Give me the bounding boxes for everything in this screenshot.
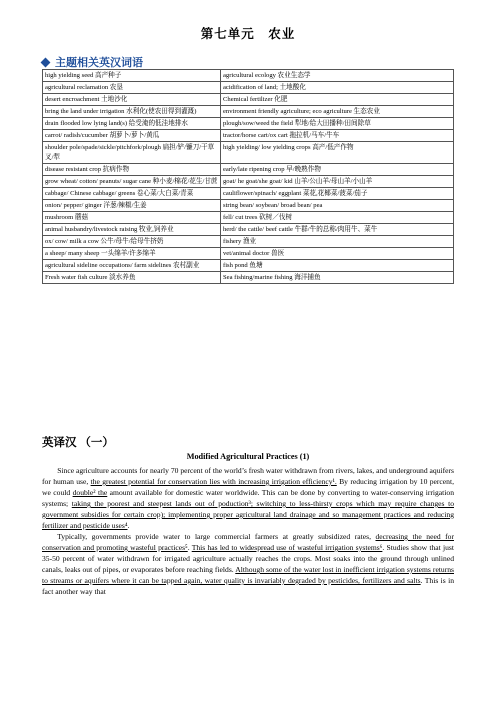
vocab-cell-left: grow wheat/ cotton/ peanuts/ sugar cane 种小麦/棉花/花生/甘蔗	[43, 176, 221, 188]
vocab-cell-left: animal husbandry/livestock raising 牧业,饲养业	[43, 224, 221, 236]
vocab-cell-left: bring the land under irrigation 水利化(使农田得到灌溉)	[43, 106, 221, 118]
vocabulary-table	[42, 69, 454, 284]
vocab-cell-left: agricultural sideline occupations/ farm sidelines 农村副业	[43, 260, 221, 272]
table-row	[43, 248, 454, 260]
vocab-cell-right: Chemical fertilizer 化肥	[221, 94, 454, 106]
table-row	[43, 260, 454, 272]
table-row	[43, 224, 454, 236]
vocab-cell-left: high yielding seed 高产种子	[43, 70, 221, 82]
vocab-cell-left: Fresh water fish culture 淡水养鱼	[43, 272, 221, 284]
vocab-cell-right: goat/ he goat/she goat/ kid 山羊/公山羊/母山羊/小山羊	[221, 176, 454, 188]
diamond-bullet-icon	[41, 57, 51, 67]
table-row	[43, 188, 454, 200]
table-row	[43, 212, 454, 224]
table-row	[43, 176, 454, 188]
vocab-cell-left: ox/ cow/ milk a cow 公牛/母牛/给母牛挤奶	[43, 236, 221, 248]
essay-text: .	[187, 543, 192, 552]
essay-title: Modified Agricultural Practices (1)	[186, 452, 310, 461]
vocab-cell-right: fishery 渔业	[221, 236, 454, 248]
table-row	[43, 118, 454, 130]
essay-paragraph-1	[42, 465, 454, 531]
table-row	[43, 236, 454, 248]
vocab-cell-right: fell/ cut trees 砍树／伐树	[221, 212, 454, 224]
table-row	[43, 142, 454, 164]
vocab-cell-right: fish pond 鱼塘	[221, 260, 454, 272]
table-row	[43, 70, 454, 82]
essay-paragraph-2	[42, 531, 454, 597]
table-row	[43, 94, 454, 106]
essay-text: Since agriculture accounts for nearly 70 percent of the world’s fresh water withdrawn from rivers, lakes, and underground aquifers for human use,	[42, 466, 454, 486]
vocab-cell-left: mushroom 蘑菇	[43, 212, 221, 224]
essay-text: . Studies show that just 35-50 percent of water withdrawn for irrigated agriculture actually reaches the crops. Most soaks into the ground through unlined canals, leaks out of pipes, or evaporates before reaching fields.	[42, 543, 454, 574]
vocab-cell-left: onion/ pepper/ ginger 洋葱/辣椒/生姜	[43, 200, 221, 212]
translation-heading: 英译汉 （一）	[42, 437, 114, 449]
essay-text: Typically, governments provide water to large commercial farmers at greatly subsidized rates,	[57, 532, 376, 541]
vocab-cell-right: string bean/ soybean/ broad bean/ pea	[221, 200, 454, 212]
vocab-cell-left: drain flooded low lying land(s) 给受淹的低洼地排水	[43, 118, 221, 130]
vocab-cell-left: agricultural reclamation 农垦	[43, 82, 221, 94]
essay-text: . This is in fact another way that	[42, 576, 454, 596]
table-row	[43, 164, 454, 176]
table-row	[43, 200, 454, 212]
underlined-sentence: This has led to widespread use of wasteful irrigation systems⁶	[191, 543, 383, 552]
section-heading	[42, 54, 143, 70]
underlined-sentence: decreasing the need for conservation and promoting wasteful practices⁵	[42, 532, 454, 552]
section-heading-label: 主题相关英汉词语	[55, 57, 143, 69]
vocab-cell-right: plough/sow/weed the field 犁地/给大田播种/田间除草	[221, 118, 454, 130]
vocab-cell-right: high yielding/ low yielding crops 高产/低产作物	[221, 142, 454, 164]
table-row	[43, 272, 454, 284]
underlined-sentence: double² the	[72, 488, 108, 497]
vocab-cell-right: tractor/horse cart/ox cart 拖拉机/马车/牛车	[221, 130, 454, 142]
essay-body	[42, 465, 454, 597]
underlined-sentence: the greatest potential for conservation lies with increasing irrigation efficiency¹.	[90, 477, 337, 486]
essay-text: .	[127, 521, 130, 530]
vocab-cell-right: vet/animal doctor 兽医	[221, 248, 454, 260]
vocab-cell-left: a sheep/ many sheep 一头绵羊/许多绵羊	[43, 248, 221, 260]
vocab-cell-right: acidification of land; 土地酸化	[221, 82, 454, 94]
essay-text: By reducing irrigation by 10 percent, we could	[42, 477, 454, 497]
table-row	[43, 106, 454, 118]
vocab-cell-right: cauliflower/spinach/ eggplant 菜花,花椰菜/菠菜/茄子	[221, 188, 454, 200]
underlined-sentence: taking the poorest and steepest lands out of poduction³; switching to less-thirsty crops which may require changes to government subsidies for certain crop); implementing proper agricultural land drainage and so management practices and reducing fertilizer and pesticide uses⁴	[42, 499, 454, 530]
vocab-cell-left: carrot/ radish/cucumber 胡萝卜/萝卜/黄瓜	[43, 130, 221, 142]
vocab-cell-right: environment friendly agriculture; eco agriculture 生态农业	[221, 106, 454, 118]
table-row	[43, 82, 454, 94]
underlined-sentence: Although some of the water lost in inefficient irrigation systems returns to streams or aquifers where it can be tapped again, water quality is invariably degraded by pesticides, fertilizers and salts	[42, 565, 454, 585]
table-row	[43, 130, 454, 142]
vocab-cell-right: Sea fishing/marine fishing 海洋捕鱼	[221, 272, 454, 284]
vocab-cell-left: cabbage/ Chinese cabbage/ greens 卷心菜/大白菜/青菜	[43, 188, 221, 200]
page-title: 第七单元 农业	[200, 27, 296, 41]
vocab-cell-left: shoulder pole/spade/sickle/pitchfork/plough 扁担/铲/镰刀/干草叉/犁	[43, 142, 221, 164]
vocab-cell-left: desert encroachment 土地沙化	[43, 94, 221, 106]
essay-text: amount available for domestic water worldwide. This can be done by converting to water-conserving irrigation systems;	[42, 488, 454, 508]
vocab-cell-right: early/late ripening crop 早/晚熟作物	[221, 164, 454, 176]
vocab-cell-left: disease resistant crop 抗病作物	[43, 164, 221, 176]
vocab-cell-right: agricultural ecology 农业生态学	[221, 70, 454, 82]
vocab-cell-right: herd/ the cattle/ beef cattle 牛群/牛的总称/肉用牛、菜牛	[221, 224, 454, 236]
